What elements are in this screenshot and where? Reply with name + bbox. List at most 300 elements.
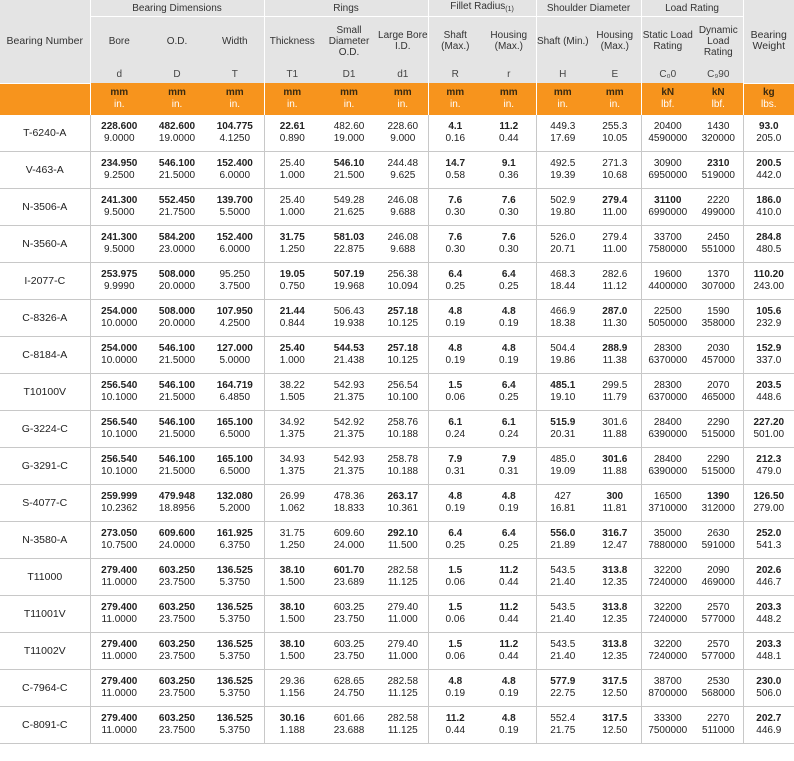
bearing-number: C-8326-A [0,299,90,336]
value-cell [320,447,378,484]
metric-value: 2570 [707,601,730,613]
imperial-value: 519000 [701,169,735,181]
imperial-value: 501.00 [753,428,785,440]
metric-value: 544.53 [333,342,365,354]
imperial-value: 6370000 [648,354,688,366]
metric-value: 1370 [707,268,730,280]
value-cell [641,484,694,521]
metric-value: 542.93 [333,453,365,465]
metric-value: 2220 [707,194,730,206]
fillet-radius-note: (1) [505,6,514,13]
unit-metric: kg [762,87,775,98]
value-cell [428,115,482,152]
metric-value: 241.300 [101,231,138,243]
metric-value: 300 [606,490,624,502]
bearing-number: V-463-A [0,151,90,188]
metric-value: 28400 [653,453,682,465]
value-cell [148,669,206,706]
metric-value: 202.6 [756,564,782,576]
metric-value: 4.8 [448,675,463,687]
metric-value: 202.7 [756,712,782,724]
table-row [0,299,794,336]
bearing-number-header: Bearing Number [0,0,90,83]
value-cell [428,151,482,188]
value-cell [264,225,320,262]
unit-cell [378,83,428,115]
imperial-value: 19.938 [333,317,365,329]
metric-value: 508.000 [158,268,196,280]
value-cell [264,151,320,188]
imperial-value: 0.19 [499,317,519,329]
bearing-number: S-4077-C [0,484,90,521]
imperial-value: 11.0000 [101,687,137,699]
metric-value: 4.8 [501,675,516,687]
metric-value: 29.36 [279,675,305,687]
value-cell [743,115,794,152]
imperial-value: 12.35 [602,613,628,625]
unit-imperial: in. [171,98,183,110]
imperial-value: 7240000 [648,613,688,625]
metric-value: 603.25 [333,601,365,613]
value-cell [641,447,694,484]
metric-value: 11.2 [499,601,519,613]
unit-imperial: in. [287,98,298,110]
value-cell [589,225,641,262]
imperial-value: 10.1000 [101,428,138,440]
imperial-value: 5.3750 [219,576,251,588]
value-cell [264,484,320,521]
imperial-value: 232.9 [756,317,782,329]
units-blank [0,83,90,115]
metric-value: 2030 [707,342,730,354]
imperial-value: 0.30 [499,243,519,255]
imperial-value: 0.25 [445,280,466,292]
metric-value: 6.4 [448,268,463,280]
imperial-value: 10.188 [387,465,419,477]
value-cell [589,336,641,373]
metric-value: 284.8 [756,231,782,243]
column-header: Thickness [264,17,320,66]
value-cell [428,521,482,558]
imperial-value: 279.00 [753,502,785,514]
metric-value: 136.525 [216,601,253,613]
unit-imperial: lbs. [761,99,777,110]
metric-value: 609.600 [158,527,196,539]
imperial-value: 19.0000 [158,132,196,144]
metric-value: 546.100 [158,379,196,391]
metric-value: 301.6 [602,453,628,465]
value-cell [743,669,794,706]
metric-value: 7.9 [501,453,516,465]
unit-imperial: lbf. [711,98,725,110]
imperial-value: 23.7500 [158,576,196,588]
imperial-value: 21.40 [550,576,576,588]
value-cell [428,484,482,521]
metric-value: 4.8 [448,490,463,502]
bearing-number: T10100V [0,373,90,410]
value-cell [148,299,206,336]
metric-value: 1.5 [448,638,463,650]
imperial-value: 23.688 [333,724,365,736]
metric-value: 508.000 [158,305,196,317]
imperial-value: 10.1000 [101,465,138,477]
metric-value: 482.600 [158,120,196,132]
metric-value: 38.10 [279,564,305,576]
metric-value: 603.250 [158,638,196,650]
unit-metric: mm [168,86,186,98]
value-cell [90,299,148,336]
imperial-value: 6.0000 [219,243,251,255]
value-cell [482,262,536,299]
value-cell [482,632,536,669]
imperial-value: 23.7500 [158,687,196,699]
imperial-value: 446.7 [756,576,782,588]
imperial-value: 0.24 [445,428,466,440]
imperial-value: 5.3750 [219,687,251,699]
metric-value: 34.92 [279,416,305,428]
value-cell [428,706,482,743]
value-cell [378,225,428,262]
value-cell [378,521,428,558]
bearing-number: C-7964-C [0,669,90,706]
imperial-value: 24.000 [333,539,365,551]
column-symbol: d [90,65,148,83]
metric-value: 95.250 [219,268,251,280]
value-cell [148,151,206,188]
imperial-value: 11.00 [602,243,627,255]
imperial-value: 0.06 [445,576,466,588]
imperial-value: 0.06 [445,391,466,403]
column-symbol: R [428,65,482,83]
value-cell [90,669,148,706]
value-cell [536,188,589,225]
imperial-value: 0.44 [499,613,519,625]
value-cell [694,669,743,706]
value-cell [694,299,743,336]
imperial-value: 9.9990 [103,280,135,292]
value-cell [482,410,536,447]
value-cell [694,558,743,595]
imperial-value: 0.19 [445,687,466,699]
imperial-value: 6390000 [648,465,688,477]
shoulder-diameter-group: Shoulder Diameter [536,0,641,17]
imperial-value: 0.890 [279,132,305,144]
imperial-value: 448.1 [756,650,782,662]
value-cell [320,669,378,706]
value-cell [589,632,641,669]
metric-value: 4.8 [501,490,516,502]
imperial-value: 12.50 [602,724,628,736]
unit-imperial: in. [397,98,409,110]
imperial-value: 21.40 [550,650,576,662]
metric-value: 7.6 [448,231,463,243]
value-cell [206,115,264,152]
imperial-value: 6.3750 [219,539,251,551]
metric-value: 21.44 [279,305,305,317]
value-cell [320,299,378,336]
value-cell [378,558,428,595]
value-cell [148,336,206,373]
imperial-value: 11.500 [387,539,418,551]
imperial-value: 10.1000 [101,391,138,403]
value-cell [264,447,320,484]
metric-value: 279.40 [387,601,419,613]
imperial-value: 1.375 [279,465,305,477]
value-cell [378,706,428,743]
value-cell [90,484,148,521]
imperial-value: 243.00 [753,280,785,292]
imperial-value: 541.3 [756,539,782,551]
imperial-value: 568000 [701,687,735,699]
value-cell [743,262,794,299]
value-cell [589,151,641,188]
column-symbol: D [148,65,206,83]
metric-value: 256.540 [101,379,138,391]
imperial-value: 7240000 [648,576,688,588]
unit-imperial: in. [229,98,241,110]
value-cell [743,521,794,558]
metric-value: 577.9 [550,675,576,687]
value-cell [148,373,206,410]
imperial-value: 18.44 [550,280,576,292]
value-cell [694,115,743,152]
metric-value: 506.43 [333,305,365,317]
imperial-value: 23.7500 [158,613,196,625]
imperial-value: 24.0000 [158,539,196,551]
metric-value: 110.20 [753,268,784,280]
value-cell [589,521,641,558]
value-cell [378,188,428,225]
unit-imperial: in. [113,98,125,110]
bearing-weight-header: Bearing Weight [743,0,794,83]
rings-group: Rings [264,0,428,17]
metric-value: 7.6 [448,194,463,206]
value-cell [694,188,743,225]
value-cell [90,188,148,225]
metric-value: 132.080 [216,490,253,502]
imperial-value: 11.12 [602,280,627,292]
metric-value: 263.17 [387,490,419,502]
metric-value: 479.948 [158,490,196,502]
bearing-number: T11001V [0,595,90,632]
imperial-value: 11.125 [387,724,418,736]
metric-value: 104.775 [216,120,253,132]
imperial-value: 6950000 [648,169,688,181]
metric-value: 485.1 [550,379,576,391]
metric-value: 9.1 [501,157,516,169]
imperial-value: 7240000 [648,650,688,662]
imperial-value: 0.25 [445,539,466,551]
value-cell [148,521,206,558]
value-cell [743,299,794,336]
imperial-value: 551000 [701,243,735,255]
metric-value: 546.10 [333,157,365,169]
value-cell [641,336,694,373]
metric-value: 4.8 [448,342,463,354]
column-symbol: D1 [320,65,378,83]
metric-value: 256.38 [387,268,419,280]
imperial-value: 465000 [701,391,735,403]
imperial-value: 457000 [701,354,735,366]
value-cell [589,558,641,595]
metric-value: 31100 [654,194,682,206]
value-cell [482,299,536,336]
unit-imperial: lbf. [661,98,675,110]
value-cell [378,632,428,669]
unit-cell [206,83,264,115]
metric-value: 2310 [707,157,730,169]
value-cell [378,447,428,484]
metric-value: 601.66 [333,712,365,724]
unit-imperial: in. [343,98,355,110]
value-cell [694,225,743,262]
imperial-value: 18.833 [333,502,365,514]
value-cell [536,706,589,743]
value-cell [206,706,264,743]
metric-value: 603.250 [158,712,196,724]
value-cell [482,151,536,188]
metric-value: 556.0 [550,527,576,539]
metric-value: 507.19 [333,268,365,280]
value-cell [264,115,320,152]
metric-value: 6.1 [448,416,463,428]
unit-imperial: in. [557,98,569,110]
metric-value: 288.9 [602,342,628,354]
bearing-number: I-2077-C [0,262,90,299]
metric-value: 11.2 [499,120,519,132]
metric-value: 136.525 [216,638,253,650]
metric-value: 38.10 [279,601,305,613]
imperial-value: 511000 [701,724,735,736]
value-cell [589,262,641,299]
column-header: Dynamic Load Rating [694,17,743,66]
value-cell [694,336,743,373]
metric-value: 584.200 [158,231,196,243]
value-cell [536,447,589,484]
imperial-value: 0.06 [445,613,466,625]
imperial-value: 9.625 [390,169,416,181]
imperial-value: 11.81 [602,502,627,514]
metric-value: 2530 [707,675,730,687]
metric-value: 317.5 [602,675,628,687]
value-cell [90,595,148,632]
imperial-value: 1.250 [279,539,305,551]
value-cell [482,447,536,484]
unit-metric: kN [711,86,725,98]
metric-value: 139.700 [216,194,253,206]
value-cell [206,595,264,632]
metric-value: 603.250 [158,601,196,613]
metric-value: 256.540 [101,453,138,465]
value-cell [148,225,206,262]
imperial-value: 23.7500 [158,724,196,736]
value-cell [378,151,428,188]
metric-value: 6.4 [501,268,516,280]
unit-metric: mm [553,86,572,98]
value-cell [536,521,589,558]
value-cell [536,595,589,632]
imperial-value: 11.30 [602,317,627,329]
metric-value: 271.3 [602,157,628,169]
column-symbol: H [536,65,589,83]
imperial-value: 21.375 [333,465,365,477]
value-cell [536,151,589,188]
value-cell [641,115,694,152]
imperial-value: 5050000 [648,317,688,329]
imperial-value: 0.44 [445,724,466,736]
value-cell [148,484,206,521]
metric-value: 7.6 [501,231,516,243]
metric-value: 30.16 [279,712,305,724]
metric-value: 546.100 [158,157,196,169]
imperial-value: 0.30 [499,206,519,218]
value-cell [428,558,482,595]
column-header: Shaft (Min.) [536,17,589,66]
value-cell [264,410,320,447]
metric-value: 254.000 [101,342,138,354]
metric-value: 543.5 [550,564,576,576]
imperial-value: 10.094 [387,280,419,292]
value-cell [206,669,264,706]
imperial-value: 11.000 [387,650,418,662]
imperial-value: 0.16 [445,132,466,144]
metric-value: 542.92 [333,416,365,428]
imperial-value: 0.31 [499,465,519,477]
imperial-value: 19.09 [550,465,576,477]
value-cell [536,299,589,336]
value-cell [90,632,148,669]
value-cell [641,262,694,299]
value-cell [90,373,148,410]
metric-value: 35000 [653,527,682,539]
imperial-value: 22.875 [333,243,365,255]
imperial-value: 22.75 [550,687,576,699]
imperial-value: 21.500 [333,169,365,181]
imperial-value: 12.50 [602,687,628,699]
imperial-value: 0.25 [499,391,519,403]
value-cell [206,262,264,299]
metric-value: 28300 [653,379,682,391]
metric-value: 20400 [653,120,682,132]
imperial-value: 1.505 [279,391,305,403]
imperial-value: 7880000 [648,539,688,551]
metric-value: 7.6 [501,194,516,206]
metric-value: 19.05 [279,268,305,280]
unit-imperial: in. [503,98,515,110]
imperial-value: 1.500 [279,613,305,625]
unit-metric: mm [393,86,412,98]
value-cell [428,336,482,373]
value-cell [641,669,694,706]
metric-value: 6.4 [448,527,463,539]
imperial-value: 410.0 [756,206,782,218]
column-symbol: T [206,65,264,83]
metric-value: 2290 [707,453,730,465]
imperial-value: 1.375 [279,428,305,440]
value-cell [589,484,641,521]
imperial-value: 0.30 [445,243,466,255]
imperial-value: 11.0000 [101,613,137,625]
imperial-value: 12.35 [602,650,628,662]
value-cell [90,410,148,447]
metric-value: 628.65 [333,675,365,687]
bearing-number: N-3506-A [0,188,90,225]
imperial-value: 5.3750 [219,724,251,736]
imperial-value: 11.125 [387,576,418,588]
value-cell [206,336,264,373]
imperial-value: 19.86 [550,354,576,366]
value-cell [206,558,264,595]
